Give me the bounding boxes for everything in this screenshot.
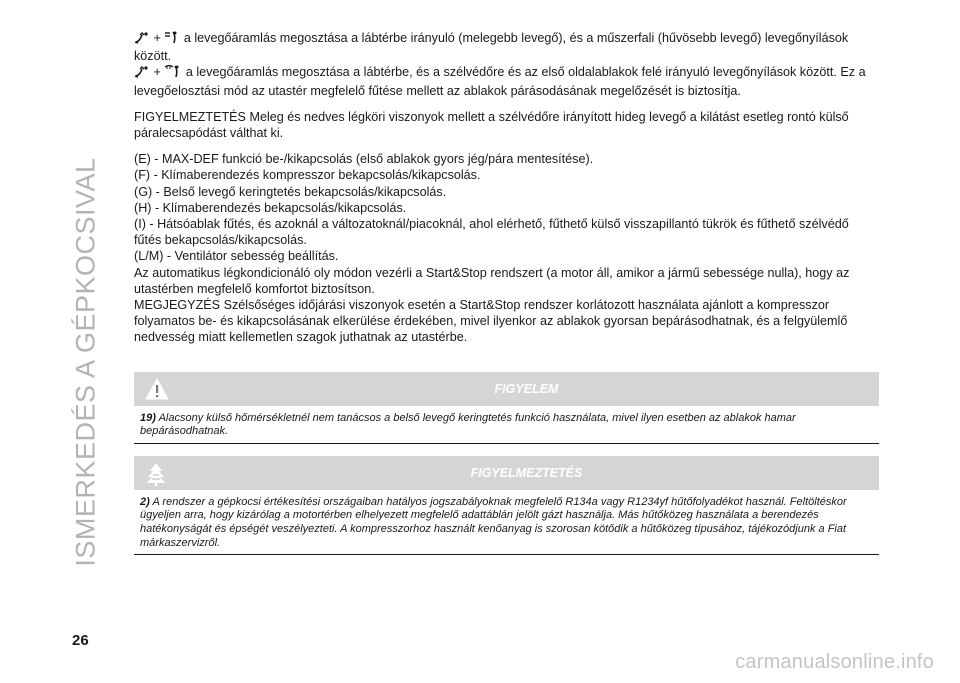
page-content (134, 30, 879, 555)
airflow-paragraph-1 (134, 30, 879, 64)
warning-paragraph: FIGYELMEZTETÉS Meleg és nedves légköri viszonyok mellett a szélvédőre irányított hideg levegő a kilátást esetleg rontó külső páralecsapódást válthat ki. (134, 109, 849, 141)
airflow-paragraph-1-text: a levegőáramlás megosztása a lábtérbe irányuló (melegebb levegő), és a műszerfali (hűvösebb levegő) levegőnyílások között. (134, 31, 849, 64)
watermark: carmanualsonline.info (735, 651, 934, 673)
notice-box-environment (134, 456, 879, 555)
list-item: (G) - Belső levegő keringtetés bekapcsolás/kikapcsolás. (134, 184, 447, 199)
notice-number: 2) (140, 495, 150, 508)
list-item: (L/M) - Ventilátor sebesség beállítás. (134, 249, 339, 264)
notice-title: FIGYELEM (494, 381, 559, 396)
airflow-paragraph-2 (134, 64, 879, 98)
notice-box-warning (134, 372, 879, 444)
list-item: (I) - Hátsóablak fűtés, és azoknál a változatoknál/piacoknál, ahol elérhető, fűthető külső visszapillantó tükrök és fűthető szélvédő fűtés bekapcsolás/kikapcsolás. (134, 217, 849, 248)
plus-sign: + (153, 65, 161, 80)
list-item: (F) - Klímaberendezés kompresszor bekapcsolás/kikapcsolás. (134, 168, 481, 183)
list-item: (E) - MAX-DEF funkció be-/kikapcsolás (első ablakok gyors jég/pára mentesítése). (134, 152, 594, 167)
notice-body (134, 490, 879, 555)
airflow-paragraph-2-text: a levegőáramlás megosztása a lábtérbe, és a szélvédőre és az első oldalablakok felé irányuló levegőnyílások között. Ez a levegőelosztási mód az utastér megfelelő fűtése mellett az ablakok párásodásának megelőzését is biztosítja. (134, 65, 866, 98)
notice-title: FIGYELMEZTETÉS (470, 465, 583, 480)
airflow-dashboard-icon (164, 31, 178, 48)
notice-header (134, 456, 879, 490)
notice-number: 19) (140, 411, 156, 424)
plus-sign: + (153, 31, 161, 45)
airflow-windshield-icon (164, 64, 180, 82)
notice-text: A rendszer a gépkocsi értékesítési országaiban hatályos jogszabályoknak megfelelő R134a vagy R1234yf hűtőfolyadékot használ. Feltöltéskor ügyeljen arra, hogy kizárólag a motortérben elhelyezett megfelelő adattáblán jelölt gázt használja. Más hűtőközeg használata a berendezés hatékonyságát és épségét veszélyezteti. A kompresszorhoz használt kenőanyag is szorosan kötődik a hűtőközeg típusához, tájékozódjunk a Fiat márkaszervizről. (140, 495, 847, 549)
notice-text: Alacsony külső hőmérsékletnél nem tanácsos a belső levegő keringtetés funkció használata, mivel ilyen esetben az ablakok hamar bepárásodhatnak. (140, 411, 796, 438)
notice-body (134, 406, 879, 444)
list-item: MEGJEGYZÉS Szélsőséges időjárási viszonyok esetén a Start&Stop rendszer korlátozott használata ajánlott a kompresszor folyamatos be- és kikapcsolásának elkerülése érdekében, mivel ilyenkor az ablakok gyorsan bepárásodhatnak, és a felgyülemlő nedvesség miatt kellemetlen szagok juthatnak az utastérbe. (134, 298, 848, 345)
list-item: Az automatikus légkondicionáló oly módon vezérli a Start&Stop rendszert (a motor áll, amikor a jármű sebessége nulla), hogy az utastérben megfelelő komfortot biztosítson. (134, 265, 850, 296)
side-section-title: ISMERKEDÉS A GÉPKOCSIVAL (70, 157, 101, 567)
page-number: 26 (72, 632, 89, 649)
list-item: (H) - Klímaberendezés bekapcsolás/kikapcsolás. (134, 200, 407, 215)
airflow-feet-icon (134, 66, 148, 82)
airflow-feet-icon (134, 32, 148, 48)
notice-header (134, 372, 879, 406)
